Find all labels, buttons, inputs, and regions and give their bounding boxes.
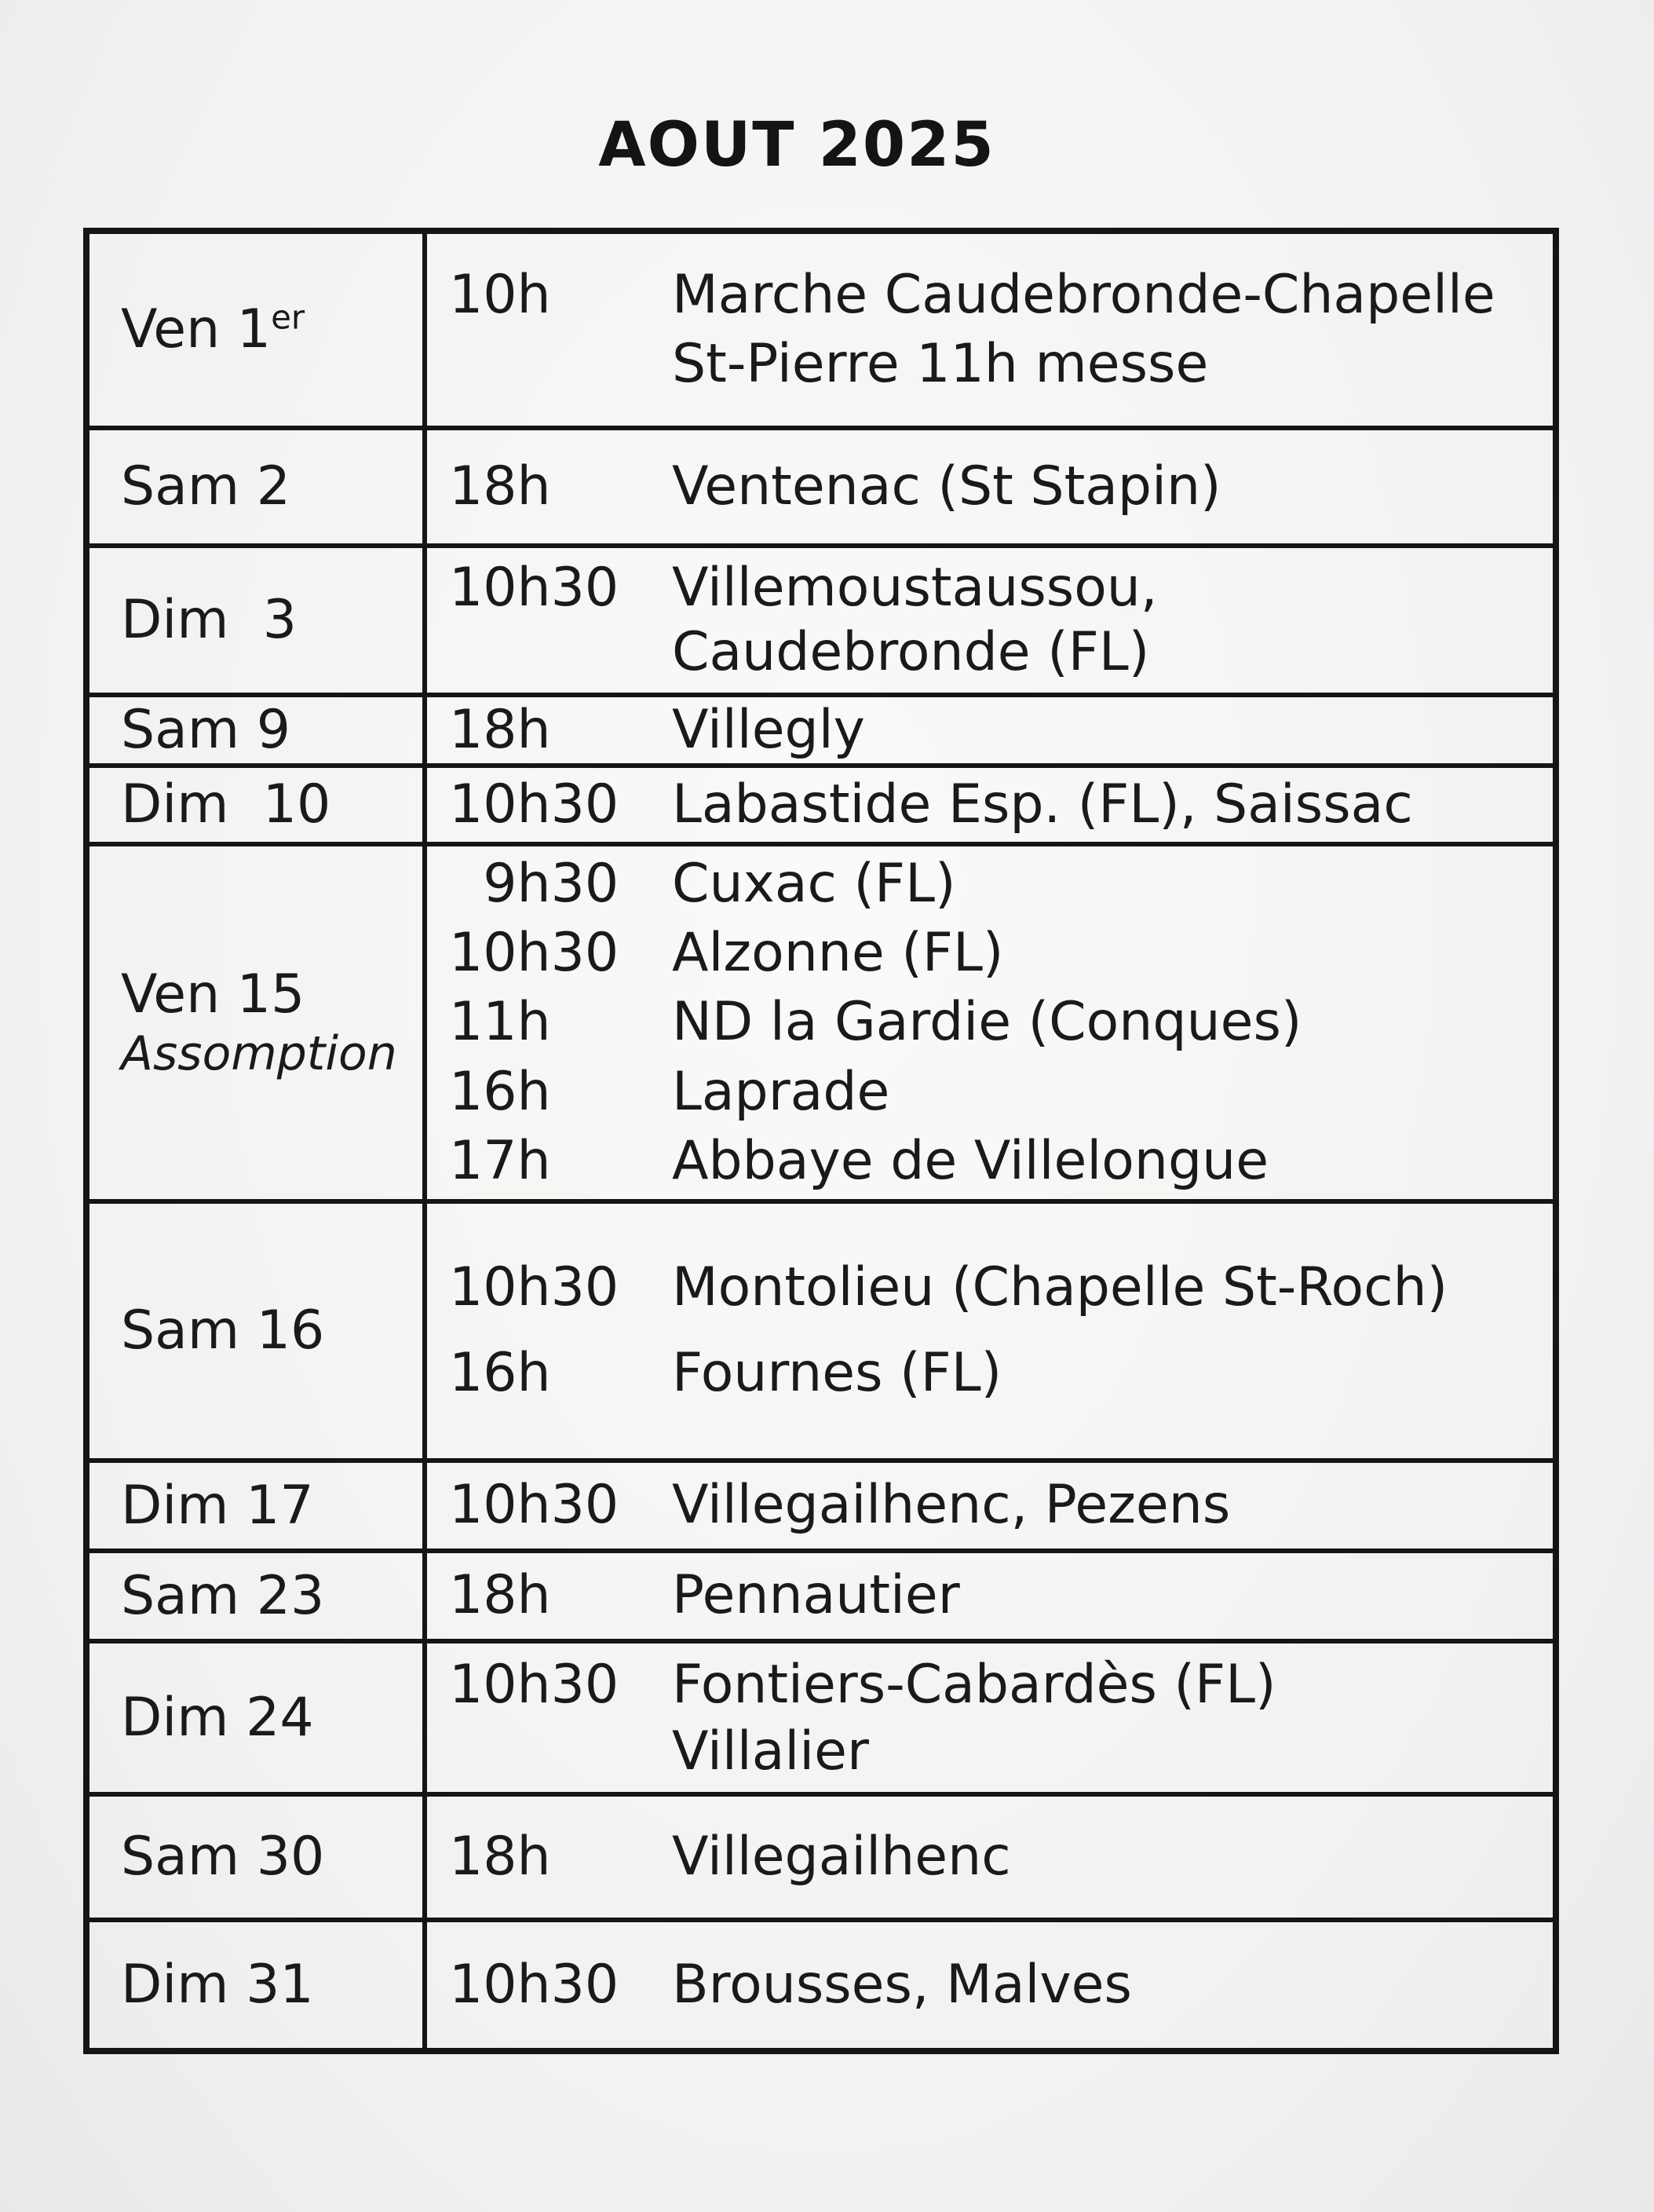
entry-place: Abbaye de Villelongue bbox=[672, 1130, 1269, 1193]
schedule-entry bbox=[449, 1564, 1553, 1627]
day-cell bbox=[89, 846, 427, 1199]
page-title: AOUT 2025 bbox=[598, 110, 995, 181]
entry-place: Villegly bbox=[672, 698, 865, 761]
entry-place: Laprade bbox=[672, 1060, 890, 1123]
entry-place: Villalier bbox=[672, 1720, 869, 1782]
entry-place: Fournes (FL) bbox=[672, 1342, 1002, 1404]
entry-place: Fontiers-Cabardès (FL) bbox=[672, 1653, 1276, 1716]
day-cell bbox=[89, 1463, 427, 1548]
schedule-entry bbox=[449, 556, 1553, 620]
schedule-entry bbox=[449, 1476, 1553, 1535]
table-row bbox=[89, 697, 1553, 768]
entry-time: 18h bbox=[449, 698, 551, 761]
entry-place: Montolieu (Chapelle St-Roch) bbox=[672, 1256, 1448, 1319]
day-cell bbox=[89, 1797, 427, 1918]
entries-cell bbox=[427, 1643, 1553, 1792]
table-row bbox=[89, 1922, 1553, 2048]
entry-place: St-Pierre 11h messe bbox=[672, 333, 1209, 395]
entry-time: 17h bbox=[449, 1130, 551, 1193]
table-row bbox=[89, 846, 1553, 1204]
entry-time: 18h bbox=[449, 1825, 551, 1888]
entries-cell bbox=[427, 697, 1553, 763]
entry-place: Labastide Esp. (FL), Saissac bbox=[672, 773, 1413, 835]
day-label: Sam 30 bbox=[121, 1826, 325, 1888]
schedule-entry bbox=[449, 698, 1553, 761]
schedule-entry bbox=[449, 850, 1553, 919]
entries-cell bbox=[427, 548, 1553, 693]
entry-time bbox=[449, 1718, 672, 1785]
day-cell bbox=[89, 1643, 427, 1792]
table-row bbox=[89, 430, 1553, 548]
schedule-entry bbox=[449, 1058, 1553, 1127]
day-cell bbox=[89, 430, 427, 543]
schedule-entry bbox=[449, 988, 1553, 1057]
schedule-entry bbox=[449, 261, 1553, 330]
entry-time: 16h bbox=[449, 1342, 551, 1404]
entry-time: 10h30 bbox=[449, 1653, 619, 1716]
day-cell bbox=[89, 768, 427, 842]
entries-cell bbox=[427, 1553, 1553, 1639]
table-row bbox=[89, 234, 1553, 430]
entry-place: Villemoustaussou, bbox=[672, 557, 1158, 620]
entry-time: 10h30 bbox=[449, 1474, 619, 1537]
entry-place: Alzonne (FL) bbox=[672, 921, 1004, 984]
schedule-entry bbox=[449, 1718, 1553, 1785]
entries-cell bbox=[427, 846, 1553, 1199]
entry-time: 16h bbox=[449, 1060, 551, 1123]
day-label: Sam 23 bbox=[121, 1564, 325, 1627]
entry-time: 10h30 bbox=[449, 773, 619, 835]
entry-place: ND la Gardie (Conques) bbox=[672, 991, 1302, 1054]
day-cell bbox=[89, 1553, 427, 1639]
schedule-entry bbox=[449, 1245, 1553, 1331]
day-cell bbox=[89, 1204, 427, 1458]
schedule-entry bbox=[449, 919, 1553, 988]
day-label: Dim 17 bbox=[121, 1474, 314, 1537]
day-label: Dim 24 bbox=[121, 1686, 314, 1749]
schedule-entry bbox=[449, 330, 1553, 399]
entries-cell bbox=[427, 430, 1553, 543]
table-row bbox=[89, 1643, 1553, 1797]
table-row bbox=[89, 1553, 1553, 1643]
day-cell bbox=[89, 234, 427, 426]
schedule-entry bbox=[449, 1823, 1553, 1892]
table-row bbox=[89, 1204, 1553, 1463]
day-superscript: er bbox=[271, 298, 305, 337]
entry-time: 10h30 bbox=[449, 921, 619, 984]
entry-place: Cuxac (FL) bbox=[672, 852, 956, 915]
entry-place: Ventenac (St Stapin) bbox=[672, 455, 1221, 517]
schedule-entry bbox=[449, 620, 1553, 685]
day-label: Ven 15 bbox=[121, 963, 305, 1026]
entry-place: Brousses, Malves bbox=[672, 1953, 1132, 2016]
day-label: Sam 2 bbox=[121, 455, 290, 518]
entries-cell bbox=[427, 1797, 1553, 1918]
entry-time: 10h30 bbox=[449, 557, 619, 620]
day-cell bbox=[89, 1922, 427, 2048]
feast-note: Assomption bbox=[121, 1026, 397, 1081]
schedule-entry bbox=[449, 1951, 1553, 2020]
day-cell bbox=[89, 548, 427, 693]
entries-cell bbox=[427, 1463, 1553, 1548]
schedule-entry bbox=[449, 773, 1553, 835]
entry-time: 10h30 bbox=[449, 1256, 619, 1319]
day-label: Sam 9 bbox=[121, 699, 290, 762]
entry-place: Villegailhenc, Pezens bbox=[672, 1474, 1231, 1537]
schedule-entry bbox=[449, 1651, 1553, 1718]
schedule-entry bbox=[449, 1331, 1553, 1417]
table-row bbox=[89, 1797, 1553, 1922]
entry-time: 10h bbox=[449, 263, 551, 326]
day-label: Dim 31 bbox=[121, 1954, 314, 2016]
day-label: Dim 10 bbox=[121, 773, 331, 836]
table-row bbox=[89, 1463, 1553, 1553]
entry-place: Marche Caudebronde-Chapelle bbox=[672, 263, 1495, 326]
entry-time: 18h bbox=[449, 1564, 551, 1627]
entries-cell bbox=[427, 768, 1553, 842]
table-row bbox=[89, 768, 1553, 846]
day-label: Sam 16 bbox=[121, 1300, 325, 1362]
entry-time: 18h bbox=[449, 455, 551, 517]
schedule-table bbox=[83, 228, 1559, 2054]
entry-time bbox=[449, 330, 672, 399]
table-row bbox=[89, 548, 1553, 697]
entries-cell bbox=[427, 1922, 1553, 2048]
schedule-entry bbox=[449, 1127, 1553, 1196]
entry-place: Caudebronde (FL) bbox=[672, 621, 1150, 683]
entry-place: Pennautier bbox=[672, 1564, 960, 1627]
entry-time: 11h bbox=[449, 991, 551, 1054]
schedule-entry bbox=[449, 452, 1553, 521]
day-label: Ven 1er bbox=[121, 298, 305, 361]
day-cell bbox=[89, 697, 427, 763]
entry-place: Villegailhenc bbox=[672, 1825, 1011, 1888]
entry-time: 9h30 bbox=[449, 852, 619, 915]
day-label: Dim 3 bbox=[121, 589, 297, 652]
entries-cell bbox=[427, 234, 1553, 426]
entries-cell bbox=[427, 1204, 1553, 1458]
entry-time: 10h30 bbox=[449, 1953, 619, 2016]
entry-time bbox=[449, 620, 672, 685]
